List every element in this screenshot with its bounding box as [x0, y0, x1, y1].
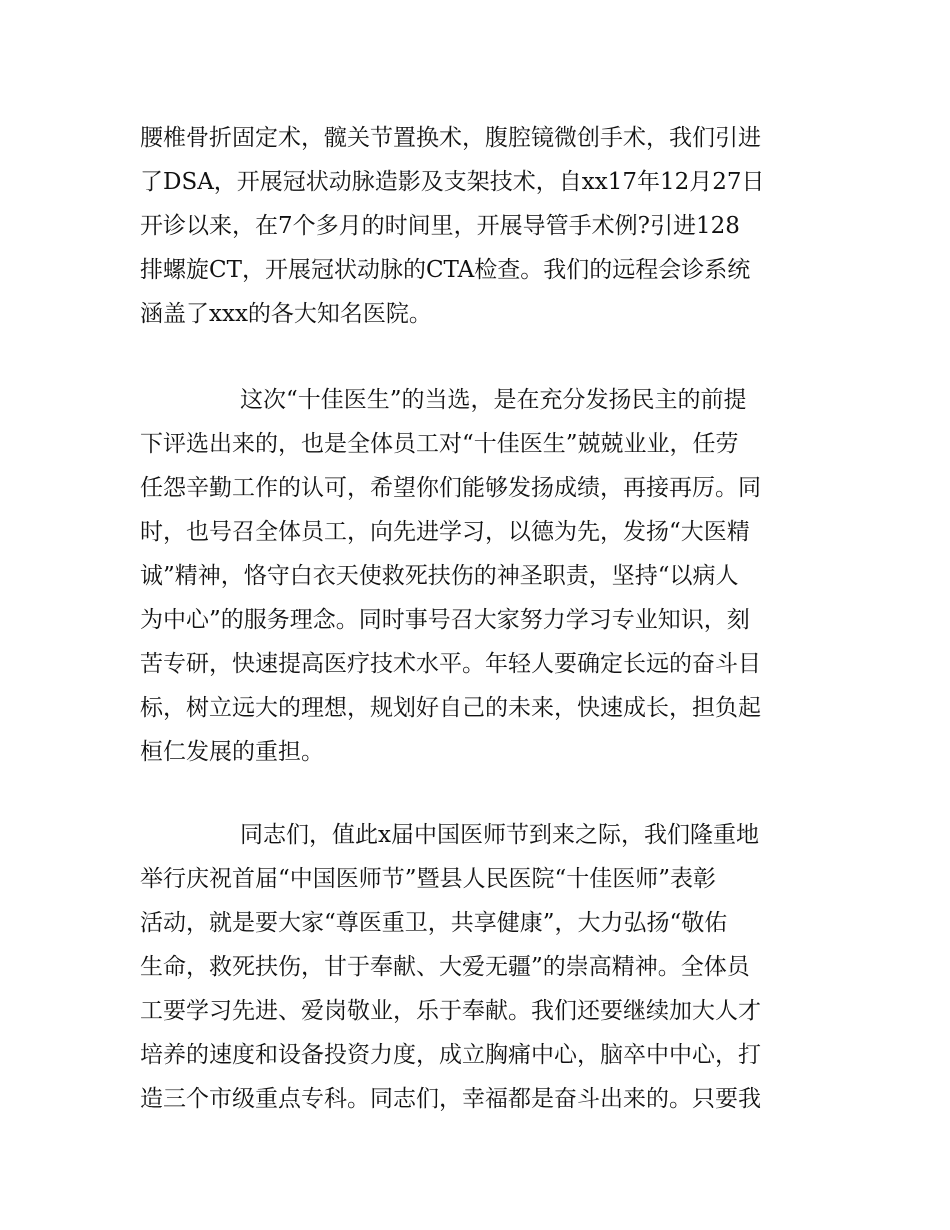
text-line: 为中心”的服务理念。同时事号召大家努力学习专业知识，刻	[140, 607, 750, 633]
text-line: 时，也号召全体员工，向先进学习，以德为先，发扬“大医精	[140, 519, 750, 545]
text-line: 了DSA，开展冠状动脉造影及支架技术，自xx17年12月27日	[140, 169, 765, 195]
text-line: 苦专研，快速提高医疗技术水平。年轻人要确定长远的奋斗目	[140, 651, 761, 677]
paragraph-2	[140, 378, 820, 774]
paragraph-3	[140, 813, 820, 1121]
text-line: 标，树立远大的理想，规划好自己的未来，快速成长，担负起	[140, 695, 761, 721]
text-line: 开诊以来，在7个多月的时间里，开展导管手术例?引进128	[140, 213, 740, 239]
text-line: 举行庆祝首届“中国医师节”暨县人民医院“十佳医师”表彰	[140, 866, 717, 892]
text-line: 同志们，值此x届中国医师节到来之际，我们隆重地	[240, 822, 759, 848]
text-line: 工要学习先进、爱岗敬业，乐于奉献。我们还要继续加大人才	[140, 998, 761, 1024]
text-line: 下评选出来的，也是全体员工对“十佳医生”兢兢业业，任劳	[140, 431, 739, 457]
text-line: 这次“十佳医生”的当选，是在充分发扬民主的前提	[240, 387, 747, 413]
text-line: 排螺旋CT，开展冠状动脉的CTA检查。我们的远程会诊系统	[140, 257, 751, 283]
text-line: 腰椎骨折固定术，髋关节置换术，腹腔镜微创手术，我们引进	[140, 125, 761, 151]
text-line: 培养的速度和设备投资力度，成立胸痛中心，脑卒中中心，打	[140, 1042, 761, 1068]
text-line: 涵盖了xxx的各大知名医院。	[140, 301, 432, 327]
text-line: 桓仁发展的重担。	[140, 739, 324, 765]
text-line: 生命，救死扶伤，甘于奉献、大爱无疆”的崇高精神。全体员	[140, 954, 750, 980]
text-line: 活动，就是要大家“尊医重卫，共享健康”，大力弘扬“敬佑	[140, 910, 728, 936]
text-line: 造三个市级重点专科。同志们，幸福都是奋斗出来的。只要我	[140, 1086, 761, 1112]
text-line: 诚”精神，恪守白衣天使救死扶伤的神圣职责，坚持“以病人	[140, 563, 739, 589]
paragraph-1	[140, 116, 820, 336]
text-line: 任怨辛勤工作的认可，希望你们能够发扬成绩，再接再厉。同	[140, 475, 761, 501]
